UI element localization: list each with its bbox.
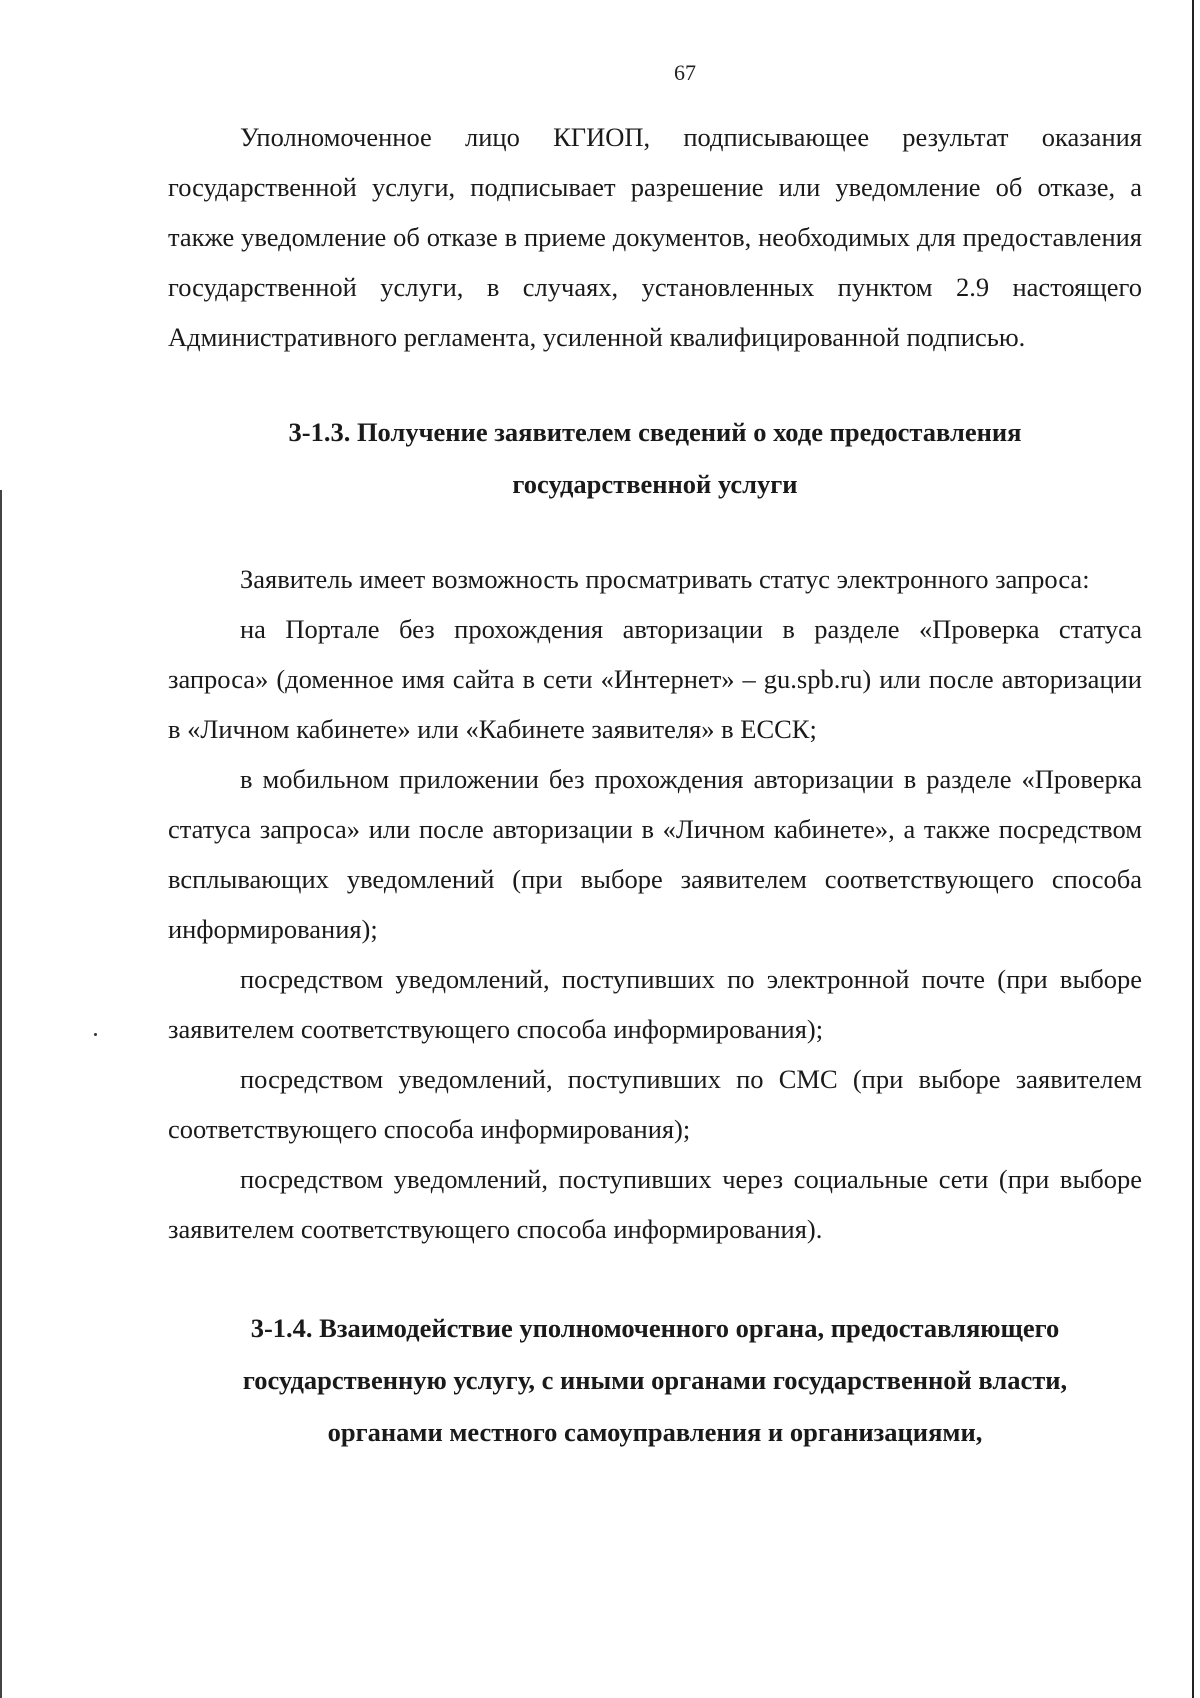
paragraph-mobile-app: в мобильном приложении без прохождения авторизации в разделе «Проверка статуса запроса» или после авторизации в «Личном кабинете», а также посредством всплывающих уведомлений (при выборе заявителем соответствующего способа информирования);	[168, 764, 1142, 944]
scan-edge-left	[0, 490, 2, 1698]
page-number: 67	[674, 60, 696, 85]
heading-line: органами местного самоуправления и организациями,	[327, 1417, 983, 1447]
paragraph-sms: посредством уведомлений, поступивших по СМС (при выборе заявителем соответствующего способа информирования);	[168, 1064, 1142, 1144]
section-heading-3-1-3	[168, 406, 1142, 510]
paragraph-signing: Уполномоченное лицо КГИОП, подписывающее результат оказания государственной услуги, подписывает разрешение или уведомление об отказе, а также уведомление об отказе в приеме документов, необходимых для предоставления государственной услуги, в случаях, установленных пунктом 2.9 настоящего Административного регламента, усиленной квалифицированной подписью.	[168, 122, 1142, 352]
section-heading-3-1-4	[168, 1302, 1142, 1458]
paragraph-portal: на Портале без прохождения авторизации в разделе «Проверка статуса запроса» (доменное имя сайта в сети «Интернет» – gu.spb.ru) или после авторизации в «Личном кабинете» или «Кабинете заявителя» в ЕССК;	[168, 614, 1142, 744]
heading-line: 3-1.3. Получение заявителем сведений о ходе предоставления	[288, 417, 1022, 447]
scan-speck	[94, 1033, 97, 1036]
heading-line: 3-1.4. Взаимодействие уполномоченного органа, предоставляющего	[250, 1313, 1060, 1343]
document-body	[168, 112, 1142, 1458]
heading-line: государственной услуги	[512, 469, 798, 499]
paragraph-email: посредством уведомлений, поступивших по электронной почте (при выборе заявителем соответствующего способа информирования);	[168, 964, 1142, 1044]
scan-edge-right	[1192, 0, 1194, 1698]
heading-line: государственную услугу, с иными органами государственной власти,	[242, 1365, 1068, 1395]
paragraph-social: посредством уведомлений, поступивших через социальные сети (при выборе заявителем соответствующего способа информирования).	[168, 1164, 1142, 1244]
paragraph-status-intro: Заявитель имеет возможность просматривать статус электронного запроса:	[240, 564, 1090, 594]
